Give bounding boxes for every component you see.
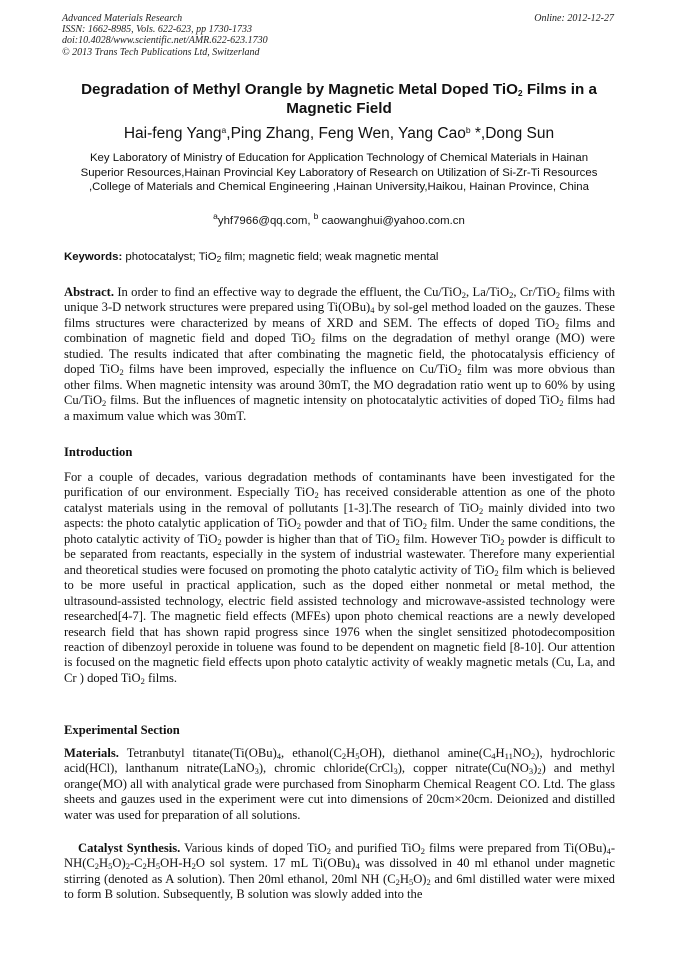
paper-title: Degradation of Methyl Orangle by Magnetic Metal Doped TiO$_2$ Films in a Magnetic Field <box>81 81 597 117</box>
experimental-heading: Experimental Section <box>64 723 180 737</box>
journal-name: Advanced Materials Research <box>62 13 183 24</box>
journal-metadata <box>62 13 268 58</box>
introduction-paragraph: For a couple of decades, various degradation methods of contaminants have been investigated for the purification of our environment. Especially TiO$_2$ has received considerable attention as one of the photo catalyst materials using in the removal of pollutants [1-3].The research of TiO$_2$ mainly divided into two aspects: the photo catalytic application of TiO$_2$ powder and that of TiO$_2$ film. Under the same conditions, the photo catalytic activity of TiO$_2$ powder is higher than that of TiO$_2$ film. However TiO$_2$ powder is difficult to be separated from reactants, especially in the system of industrial wastewater. Therefore many experiential and theoretical studies were focused on promoting the photo catalytic activity of TiO$_2$ film which is believed to be more useful in practical application, such as the doped either nonmetal or metal method, the ultrasound-assisted technology, electric field assisted technology and microwave-assisted technology were researched[4-7]. The magnetic field effects (MFEs) upon photo chemical reactions are a newly developed research field that has shown rapid progress since 1976 when the singlet sensitized photodecomposition reaction of dibenzoyl peroxide in toluene was found to be dependent on magnetic field [8-10]. Our attention is focused on the magnetic field effects upon photo catalytic activity of weakly magnetic metals (Cu, La, and Cr ) doped TiO$_2$ films. <box>64 470 616 686</box>
introduction-heading: Introduction <box>64 445 133 459</box>
synthesis-label: Catalyst Synthesis. <box>78 841 181 855</box>
online-date: Online: 2012-12-27 <box>534 13 614 24</box>
keywords-label: Keywords: <box>64 251 123 263</box>
author-list: Hai-feng Yang$^a$,Ping Zhang, Feng Wen, Yang Cao$^b$ *,Dong Sun <box>123 125 555 142</box>
doi-line: doi:10.4028/www.scientific.net/AMR.622-623.1730 <box>62 35 268 47</box>
keywords: Keywords: photocatalyst; TiO$_2$ film; magnetic field; weak magnetic mental <box>64 251 439 264</box>
materials-label: Materials. <box>64 746 119 760</box>
copyright-line: © 2013 Trans Tech Publications Ltd, Switzerland <box>62 46 260 58</box>
materials-paragraph: Materials. Tetranbutyl $titanate(Ti(OBu)_4$, $ethanol(C_2H_5OH)$, diethanol $amine(C_4H_{11}NO_2)$, hydrochloric acid(HCl), lanthanum nitrate(LaNO$_3$), chromic chloride(CrCl$_3$), copper $nitrate(Cu(NO_3)_2)$ and methyl orange(MO) all with analytical grade were purchased from Sinopharm Chemical Reagent CO. Ltd. The glass sheets and gauzes used in the experiment were cut into dimensions of 20cm×20cm. Deionized and distilled water was used for preparation of all solutions. <box>64 746 616 822</box>
abstract-label: Abstract. <box>64 285 115 299</box>
author-emails: $^a$yhf7966@qq.com, $^b$ caowanghui@yahoo.com.cn <box>213 211 465 227</box>
affiliation: Key Laboratory of Ministry of Education for Application Technology of Chemical Materials in Hainan Superior Resources,Hainan Provincial Key Laboratory of Research on Utilization of Si-Zr-Ti Resources ,College of Materials and Chemical Engineering ,Hainan University,Haikou, Hainan Province, China <box>80 152 598 193</box>
catalyst-synthesis-paragraph: Catalyst Synthesis. Various kinds of doped TiO$_2$ and purified TiO$_2$ films were prepared from $Ti(OBu)_4-NH(C_2H_5O)_2-C_2H_5OH-H_2O$ sol system. 17 mL $Ti(OBu)_4$ was dissolved in 40 ml ethanol under magnetic stirring (denoted as A solution). Then 20ml ethanol, 20ml NH $(C_2H_5O)_2$ and 6ml distilled water were mixed to form B solution. Subsequently, B solution was slowly added into the <box>64 841 616 902</box>
abstract: Abstract. In order to find an effective way to degrade the effluent, the Cu/TiO$_2$, La/TiO$_2$, Cr/TiO$_2$ films with unique 3-D network structures were prepared using $Ti(OBu)_4$ by sol-gel method loaded on the gauzes. These films structures were characterized by means of XRD and SEM. The effects of doped TiO$_2$ films and combination of magnetic field and doped TiO$_2$ films on the degradation of methyl orange (MO) were studied. The results indicated that after combinating the magnetic field, the photocatalysis efficiency of doped TiO$_2$ films have been improved, especially the influence on Cu/TiO$_2$ film was more obvious than other films. When magnetic intensity was around 30mT, the MO degradation ratio went up to 60% by using Cu/TiO$_2$ films. But the influences of magnetic intensity on photocatalytic activities of doped TiO$_2$ films had a maximum value which was 30mT. <box>64 285 616 423</box>
issn-line: ISSN: 1662-8985, Vols. 622-623, pp 1730-1733 <box>62 24 252 36</box>
